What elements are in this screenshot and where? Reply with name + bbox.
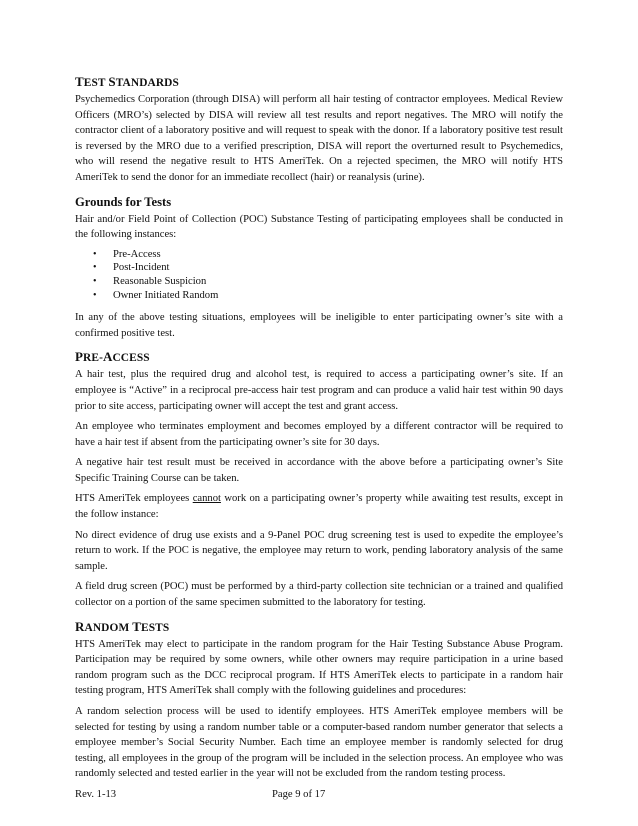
list-item: • Pre-Access	[93, 248, 161, 260]
footer-revision: Rev. 1-13	[75, 789, 117, 800]
grounds-intro: Hair and/or Field Point of Collection (POC) Substance Testing of participating employees shall be conducted in the following instances:	[75, 213, 563, 241]
list-item: • Reasonable Suspicion	[93, 275, 207, 287]
pre-access-paragraph-3: A negative hair test result must be received in accordance with the above before a participating owner’s Site Specific Training Course can be taken.	[75, 457, 563, 484]
list-item: • Owner Initiated Random	[93, 289, 219, 301]
bullet-icon: •	[93, 248, 97, 260]
pre-access-paragraph-5: No direct evidence of drug use exists and a 9-Panel POC drug screening test is used to expedite the employee’s return to work. If the POC is negative, the employee may return to work, pending laboratory analysis of the same sample.	[75, 529, 563, 572]
pre-access-paragraph-2: An employee who terminates employment and becomes employed by a different contractor will be required to have a hair test if absent from the participating owner’s site for 30 days.	[75, 421, 563, 448]
test-standards-heading: TEST STANDARDS	[75, 74, 179, 89]
bullet-icon: •	[93, 275, 97, 287]
random-tests-heading: RANDOM TESTS	[75, 618, 170, 634]
list-item: • Post-Incident	[93, 262, 170, 274]
random-tests-paragraph-1: HTS AmeriTek may elect to participate in the random program for the Hair Testing Substance Abuse Program. Participation may be required by some owners, while other owners may require participation in a urine based random program such as the DCC reciprocal program. If HTS AmeriTek elects to participate in a random hair testing program, HTS AmeriTek shall comply with the following guidelines and procedures:	[75, 638, 563, 697]
bullet-icon: •	[93, 289, 97, 301]
pre-access-paragraph-4: HTS AmeriTek employees cannot work on a participating owner’s property while awaiting test results, except in the follow instance:	[75, 493, 563, 521]
grounds-closing: In any of the above testing situations, employees will be ineligible to enter participating owner’s site with a confirmed positive test.	[75, 312, 563, 339]
random-tests-paragraph-2: A random selection process will be used to identify employees. HTS AmeriTek employee members will be selected for testing by using a random number table or a computer-based random number generator that selects a employee member’s Social Security Number. Each time an employee member is randomly selected for drug testing, all employees in the group of the program will be included in the selection process. An employee who was randomly selected and tested earlier in the year will not be excluded from the random testing process.	[75, 706, 563, 780]
document-body	[75, 74, 563, 782]
grounds-list	[75, 248, 563, 302]
pre-access-paragraph-6: A field drug screen (POC) must be performed by a third-party collection site technician or a trained and qualified collector on a portion of the same specimen submitted to the laboratory for testing.	[75, 581, 563, 609]
pre-access-heading: PRE-ACCESS	[75, 349, 150, 365]
bullet-icon: •	[93, 262, 97, 274]
footer-page-number: Page 9 of 17	[272, 789, 326, 800]
test-standards-paragraph: Psychemedics Corporation (through DISA) will perform all hair testing of contractor employees. Medical Review Officers (MRO’s) selected by DISA will review all test results and report negatives. The MRO will notify the contractor client of a laboratory positive and will request to speak with the donor. If a laboratory positive test result is reversed by the MRO due to a verified prescription, DISA will report the overturned result to Psychemedics, who will resend the negative result to HTS AmeriTek. On a rejected specimen, the MRO will notify HTS AmeriTek to send the donor for an immediate recollect (hair) or reanalysis (urine).	[75, 94, 563, 183]
grounds-heading: Grounds for Tests	[75, 194, 172, 209]
pre-access-paragraph-1: A hair test, plus the required drug and alcohol test, is required to access a participating owner’s site. If an employee is “Active” in a reciprocal pre-access hair test program and can produce a valid hair test within 90 days prior to site access, participating owner will accept the test and grant access.	[75, 369, 563, 412]
cannot-emphasis: cannot	[192, 493, 221, 505]
